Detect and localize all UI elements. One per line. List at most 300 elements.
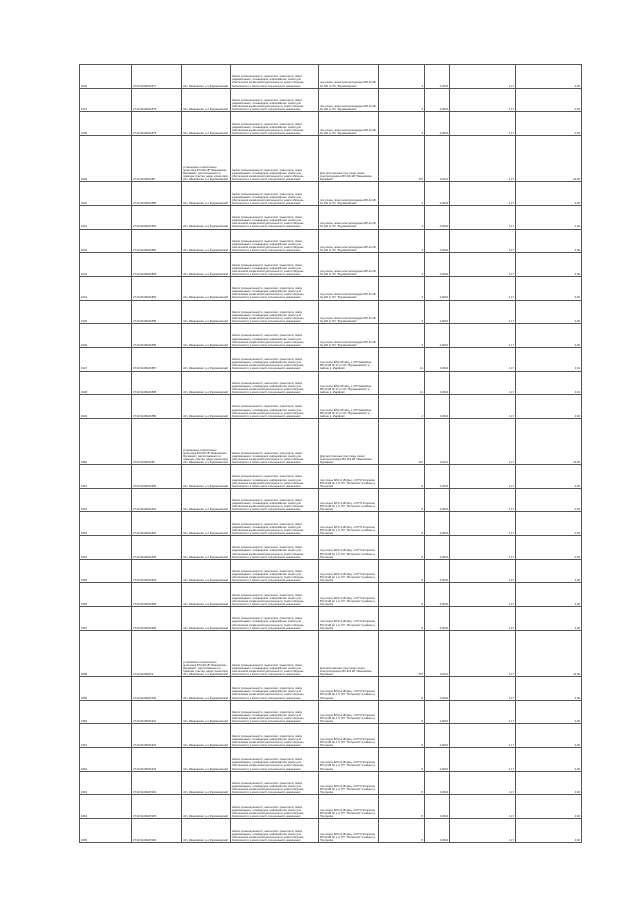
- rate-cell: 0,0004: [425, 536, 450, 560]
- rate-cell: 0,0004: [425, 324, 450, 348]
- table-row: [80, 65, 582, 89]
- coefficient-cell: 1,17: [450, 253, 516, 277]
- address-cell: обл. Ивановская, р-н Фурмановский: [182, 607, 231, 631]
- amount-cell: 0,00: [516, 512, 582, 536]
- amount-cell: 0,00: [516, 607, 582, 631]
- cadastral-number-cell: 37:02:0109026:88: [132, 135, 182, 181]
- coefficient-cell: 1,17: [450, 559, 516, 583]
- address-cell: обл. Ивановская, р-н Фурмановский: [182, 371, 231, 395]
- amount-cell: 0,00: [516, 253, 582, 277]
- coefficient-cell: 1,17: [450, 630, 516, 676]
- amount-cell: 0,00: [516, 724, 582, 748]
- cadastral-number-cell: 37:02:0109026:890: [132, 465, 182, 489]
- area-cell: 8: [379, 536, 425, 560]
- cadastral-number-cell: 37:02:0109026:900: [132, 677, 182, 701]
- permitted-use-cell: под опоры ВЛ-0,4 кВ фид. 1 КТП-Погорелка; ВЛ-10 кВ № 1 от ПС "Погорелка" в районе д. Погорелка: [319, 677, 379, 701]
- permitted-use-cell: под опоры ВЛ-0,4 кВ фид. 1 КТП-Погорелка; ВЛ-10 кВ № 1 от ПС "Погорелка" в районе д. Погорелка: [319, 512, 379, 536]
- permitted-use-cell: под опоры линии электропередачи ВЛ-10 кВ № 100 от ПС "Фурмановская": [319, 205, 379, 229]
- table-row: [80, 229, 582, 253]
- land-category-cell: Земли промышленности, энергетики, транспорта, связи, радиовещания, телевидения, информатики, земли для обеспечения космической деятельности, земли обороны, безопасности и земли иного специального назначения: [231, 607, 319, 631]
- land-category-cell: Земли промышленности, энергетики, транспорта, связи, радиовещания, телевидения, информатики, земли для обеспечения космической деятельности, земли обороны, безопасности и земли иного специального назначения: [231, 88, 319, 112]
- cadastral-number-cell: 27:02:0109026:881: [132, 205, 182, 229]
- area-cell: 3: [379, 65, 425, 89]
- address-cell: обл. Ивановская, р-н Фурмановский: [182, 347, 231, 371]
- permitted-use-cell: под опоры ВЛ-0,4 кВ фид. 1 КТП-Погорелка; ВЛ-10 кВ № 1 от ПС "Погорелка" в районе д. Погорелка: [319, 465, 379, 489]
- amount-cell: 0,00: [516, 677, 582, 701]
- address-cell: обл. Ивановская, р-н Фурмановский: [182, 724, 231, 748]
- rate-cell: 0,0004: [425, 747, 450, 771]
- table-row: [80, 253, 582, 277]
- permitted-use-cell: под опоры ВЛ-0,4 кВ фид. 1 КТП-Погорелка; ВЛ-10 кВ № 1 от ПС "Погорелка" в районе д. Погорелка: [319, 559, 379, 583]
- area-cell: 12: [379, 371, 425, 395]
- table-row: [80, 771, 582, 795]
- permitted-use-cell: под опоры линии электропередачи ВЛ-10 кВ № 100 от ПС "Фурмановская": [319, 253, 379, 277]
- address-cell: обл. Ивановская, р-н Фурмановский: [182, 771, 231, 795]
- permitted-use-cell: под опоры ВЛ-0,4 кВ фид. 2 КТП-Погорелка; ВЛ-10 кВ № 1 от ПС "Погорелка" в районе д. Погорелка: [319, 795, 379, 819]
- address-cell: обл. Ивановская, р-н Фурмановский: [182, 465, 231, 489]
- address-cell: обл. Ивановская, р-н Фурмановский: [182, 818, 231, 842]
- coefficient-cell: 1,17: [450, 371, 516, 395]
- amount-cell: 0,00: [516, 465, 582, 489]
- rate-cell: 0,0004: [425, 488, 450, 512]
- permitted-use-cell: под опоры ВЛ-0,4 кВ фид. 1 КТП-Погорелка; ВЛ-10 кВ № 1 от ПС "Погорелка" в районе д. Погорелка: [319, 536, 379, 560]
- cadastral-number-cell: 37:02:0109026:902: [132, 724, 182, 748]
- permitted-use-cell: под опоры линии электропередачи ВЛ-10 кВ № 100 от ПС "Фурмановская": [319, 88, 379, 112]
- permitted-use-cell: под опоры ВЛ-0,4 кВ фид. 2 КТП-Погорелка; ВЛ-10 кВ № 1 от ПС "Погорелка" в районе д. Погорелка: [319, 747, 379, 771]
- permitted-use-cell: под опоры ВЛ-6 кВ фид. 1 КТП-Марфино; ВЛ-10 кВ № 17 от ПС "Фурмановская" в районе д. Марфино: [319, 395, 379, 419]
- address-cell: обл. Ивановская, р-н Фурмановский: [182, 253, 231, 277]
- area-cell: 8: [379, 607, 425, 631]
- row-number-cell: 1957: [80, 607, 132, 631]
- area-cell: 157: [379, 418, 425, 464]
- table-row: [80, 347, 582, 371]
- permitted-use-cell: под опоры ВЛ-6 кВ фид. 1 КТП-Марфино; ВЛ-10 кВ № 17 от ПС "Фурмановская" в районе д. Марфино: [319, 347, 379, 371]
- row-number-cell: 1960: [80, 700, 132, 724]
- table-row: [80, 700, 582, 724]
- amount-cell: 0,00: [516, 276, 582, 300]
- area-cell: 8: [379, 677, 425, 701]
- permitted-use-cell: под опоры линии электропередачи ВЛ-10 кВ № 100 от ПС "Фурмановская": [319, 324, 379, 348]
- amount-cell: 0,00: [516, 583, 582, 607]
- address-cell: обл. Ивановская, р-н Фурмановский: [182, 88, 231, 112]
- area-cell: 3: [379, 112, 425, 136]
- land-category-cell: Земли промышленности, энергетики, транспорта, связи, радиовещания, телевидения, информатики, земли для обеспечения космической деятельности, земли обороны, безопасности и земли иного специального назначения: [231, 630, 319, 676]
- table-row: [80, 677, 582, 701]
- amount-cell: 0,00: [516, 818, 582, 842]
- area-cell: 3: [379, 229, 425, 253]
- land-category-cell: Земли промышленности, энергетики, транспорта, связи, радиовещания, телевидения, информатики, земли для обеспечения космической деятельности, земли обороны, безопасности и земли иного специального назначения: [231, 276, 319, 300]
- permitted-use-cell: под опоры ВЛ-0,4 кВ фид. 2 КТП-Погорелка; ВЛ-10 кВ № 1 от ПС "Погорелка" в районе д. Погорелка: [319, 771, 379, 795]
- rate-cell: 0,0004: [425, 182, 450, 206]
- rate-cell: 0,0004: [425, 700, 450, 724]
- land-category-cell: Земли промышленности, энергетики, транспорта, связи, радиовещания, телевидения, информатики, земли для обеспечения космической деятельности, земли обороны, безопасности и земли иного специального назначения: [231, 488, 319, 512]
- table-row: [80, 205, 582, 229]
- rate-cell: 0,0004: [425, 276, 450, 300]
- rate-cell: 0,0011: [425, 418, 450, 464]
- amount-cell: 0,00: [516, 488, 582, 512]
- address-cell: обл. Ивановская, р-н Фурмановский: [182, 229, 231, 253]
- area-cell: 8: [379, 583, 425, 607]
- permitted-use-cell: под опоры линии электропередачи ВЛ-10 кВ № 100 от ПС "Фурмановская": [319, 300, 379, 324]
- coefficient-cell: 1,17: [450, 324, 516, 348]
- coefficient-cell: 1,17: [450, 465, 516, 489]
- cadastral-number-cell: 37:02:0109026:896: [132, 607, 182, 631]
- rate-cell: 0,0004: [425, 559, 450, 583]
- area-cell: 157: [379, 135, 425, 181]
- amount-cell: 0,01: [516, 371, 582, 395]
- cadastral-number-cell: 37:02:0109026:893: [132, 536, 182, 560]
- coefficient-cell: 1,17: [450, 512, 516, 536]
- address-cell: обл. Ивановская, р-н Фурмановский: [182, 276, 231, 300]
- amount-cell: 0,00: [516, 559, 582, 583]
- row-number-cell: 1938: [80, 112, 132, 136]
- area-cell: 8: [379, 771, 425, 795]
- rate-cell: 0,0004: [425, 771, 450, 795]
- row-number-cell: 1949: [80, 395, 132, 419]
- area-cell: 8: [379, 700, 425, 724]
- row-number-cell: 1944: [80, 276, 132, 300]
- table-row: [80, 371, 582, 395]
- table-row: [80, 112, 582, 136]
- amount-cell: 0,00: [516, 229, 582, 253]
- cadastral-number-cell: 37:02:0109026:888: [132, 371, 182, 395]
- cadastral-number-cell: 37:02:0109026:895: [132, 583, 182, 607]
- amount-cell: 0,00: [516, 300, 582, 324]
- cadastral-number-cell: 37:02:0109026:891: [132, 488, 182, 512]
- land-category-cell: Земли промышленности, энергетики, транспорта, связи, радиовещания, телевидения, информатики, земли для обеспечения космической деятельности, земли обороны, безопасности и земли иного специального назначения: [231, 724, 319, 748]
- amount-cell: 0,00: [516, 747, 582, 771]
- address-cell: обл. Ивановская, р-н Фурмановский: [182, 536, 231, 560]
- address-cell: обл. Ивановская, р-н Фурмановский: [182, 488, 231, 512]
- permitted-use-cell: под опоры линии электропередачи ВЛ-10 кВ № 100 от ПС "Фурмановская": [319, 276, 379, 300]
- area-cell: 8: [379, 512, 425, 536]
- coefficient-cell: 1,17: [450, 418, 516, 464]
- area-cell: 3: [379, 276, 425, 300]
- table-row: [80, 276, 582, 300]
- row-number-cell: 1952: [80, 488, 132, 512]
- rate-cell: 0,0004: [425, 395, 450, 419]
- land-category-cell: Земли промышленности, энергетики, транспорта, связи, радиовещания, телевидения, информатики, земли для обеспечения космической деятельности, земли обороны, безопасности и земли иного специального назначения: [231, 300, 319, 324]
- rate-cell: 0,0004: [425, 112, 450, 136]
- row-number-cell: 1941: [80, 205, 132, 229]
- cadastral-number-cell: 37:02:0109026:889: [132, 395, 182, 419]
- table-row: [80, 818, 582, 842]
- land-plots-table: [79, 64, 582, 843]
- permitted-use-cell: под опоры ВЛ-6 кВ фид. 1 КТП-Марфино; ВЛ-10 кВ № 17 от ПС "Фурмановская" в районе д. Марфино: [319, 371, 379, 395]
- area-cell: 8: [379, 488, 425, 512]
- table-row: [80, 135, 582, 181]
- rate-cell: 0,0004: [425, 371, 450, 395]
- rate-cell: 0,0004: [425, 88, 450, 112]
- cadastral-number-cell: 37:02:0109026:904: [132, 771, 182, 795]
- row-number-cell: 1959: [80, 677, 132, 701]
- rate-cell: 0,0004: [425, 347, 450, 371]
- amount-cell: 0,00: [516, 324, 582, 348]
- area-cell: 3: [379, 300, 425, 324]
- cadastral-number-cell: 27:02:0109026:882: [132, 229, 182, 253]
- cadastral-number-cell: 37:02:0109026:879: [132, 112, 182, 136]
- address-cell: обл. Ивановская, р-н Фурмановский: [182, 559, 231, 583]
- address-cell: установлено относительно ориентира ВЛ-220 кВ "Ивановская-Фурманов", расположенного в границах участка, адрес ориентира: обл. Ивановская, р-н Фурмановский: [182, 630, 231, 676]
- rate-cell: 0,0004: [425, 65, 450, 89]
- address-cell: обл. Ивановская, р-н Фурмановский: [182, 324, 231, 348]
- row-number-cell: 1943: [80, 253, 132, 277]
- rate-cell: 0,0004: [425, 724, 450, 748]
- rate-cell: 0,0004: [425, 795, 450, 819]
- amount-cell: 0,00: [516, 65, 582, 89]
- amount-cell: 0,00: [516, 700, 582, 724]
- permitted-use-cell: под опоры линии электропередачи ВЛ-10 кВ № 100 от ПС "Фурмановская": [319, 65, 379, 89]
- coefficient-cell: 1,17: [450, 88, 516, 112]
- area-cell: 8: [379, 465, 425, 489]
- coefficient-cell: 1,17: [450, 771, 516, 795]
- coefficient-cell: 1,17: [450, 205, 516, 229]
- amount-cell: 0,00: [516, 395, 582, 419]
- address-cell: обл. Ивановская, р-н Фурмановский: [182, 182, 231, 206]
- amount-cell: 0,01: [516, 347, 582, 371]
- permitted-use-cell: Для эксплуатации под опоры линии электропередачи ВЛ-220 кВ "Ивановская-Фурманов": [319, 630, 379, 676]
- address-cell: обл. Ивановская, р-н Фурмановский: [182, 795, 231, 819]
- table-row: [80, 512, 582, 536]
- coefficient-cell: 1,17: [450, 488, 516, 512]
- land-category-cell: Земли промышленности, энергетики, транспорта, связи, радиовещания, телевидения, информатики, земли для обеспечения космической деятельности, земли обороны, безопасности и земли иного специального назначения: [231, 347, 319, 371]
- table-row: [80, 724, 582, 748]
- land-category-cell: Земли промышленности, энергетики, транспорта, связи, радиовещания, телевидения, информатики, земли для обеспечения космической деятельности, земли обороны, безопасности и земли иного специального назначения: [231, 371, 319, 395]
- land-category-cell: Земли промышленности, энергетики, транспорта, связи, радиовещания, телевидения, информатики, земли для обеспечения космической деятельности, земли обороны, безопасности и земли иного специального назначения: [231, 583, 319, 607]
- table-row: [80, 418, 582, 464]
- row-number-cell: 1964: [80, 795, 132, 819]
- row-number-cell: 1939: [80, 135, 132, 181]
- cadastral-number-cell: 37:02:0109026:886: [132, 324, 182, 348]
- amount-cell: 0,00: [516, 182, 582, 206]
- row-number-cell: 1948: [80, 371, 132, 395]
- table-row: [80, 583, 582, 607]
- coefficient-cell: 1,17: [450, 747, 516, 771]
- cadastral-number-cell: 27:02:0109026:877: [132, 65, 182, 89]
- table-row: [80, 182, 582, 206]
- row-number-cell: 1958: [80, 630, 132, 676]
- cadastral-number-cell: 27:02:0109026:884: [132, 276, 182, 300]
- amount-cell: 20,00: [516, 630, 582, 676]
- land-category-cell: Земли промышленности, энергетики, транспорта, связи, радиовещания, телевидения, информатики, земли для обеспечения космической деятельности, земли обороны, безопасности и земли иного специального назначения: [231, 65, 319, 89]
- coefficient-cell: 1,17: [450, 818, 516, 842]
- land-category-cell: Земли промышленности, энергетики, транспорта, связи, радиовещания, телевидения, информатики, земли для обеспечения космической деятельности, земли обороны, безопасности и земли иного специального назначения: [231, 135, 319, 181]
- permitted-use-cell: под опоры ВЛ-0,4 кВ фид. 1 КТП-Погорелка; ВЛ-10 кВ № 1 от ПС "Погорелка" в районе д. Погорелка: [319, 607, 379, 631]
- coefficient-cell: 1,17: [450, 536, 516, 560]
- land-category-cell: Земли промышленности, энергетики, транспорта, связи, радиовещания, телевидения, информатики, земли для обеспечения космической деятельности, земли обороны, безопасности и земли иного специального назначения: [231, 182, 319, 206]
- address-cell: обл. Ивановская, р-н Фурмановский: [182, 300, 231, 324]
- land-category-cell: Земли промышленности, энергетики, транспорта, связи, радиовещания, телевидения, информатики, земли для обеспечения космической деятельности, земли обороны, безопасности и земли иного специального назначения: [231, 395, 319, 419]
- table-row: [80, 488, 582, 512]
- row-number-cell: 1945: [80, 300, 132, 324]
- rate-cell: 0,0004: [425, 229, 450, 253]
- area-cell: 8: [379, 747, 425, 771]
- cadastral-number-cell: 37:02:0109026:885: [132, 300, 182, 324]
- cadastral-number-cell: 37:02:0109026:894: [132, 559, 182, 583]
- amount-cell: 0,00: [516, 205, 582, 229]
- area-cell: 8: [379, 818, 425, 842]
- permitted-use-cell: под опоры ВЛ-0,4 кВ фид. 1 КТП-Погорелка; ВЛ-10 кВ № 1 от ПС "Погорелка" в районе д. Погорелка: [319, 488, 379, 512]
- table-body: [80, 65, 582, 843]
- cadastral-number-cell: 37:02:0109026:892: [132, 512, 182, 536]
- permitted-use-cell: Для эксплуатации под опоры линии электропередачи ВЛ-220 кВ "Ивановская-Фурманов": [319, 135, 379, 181]
- permitted-use-cell: под опоры линии электропередачи ВЛ-10 кВ № 100 от ПС "Фурмановская": [319, 229, 379, 253]
- permitted-use-cell: под опоры ВЛ-0,4 кВ фид. 2 КТП-Погорелка; ВЛ-10 кВ № 1 от ПС "Погорелка" в районе д. Погорелка: [319, 818, 379, 842]
- address-cell: обл. Ивановская, р-н Фурмановский: [182, 512, 231, 536]
- land-category-cell: Земли промышленности, энергетики, транспорта, связи, радиовещания, телевидения, информатики, земли для обеспечения космической деятельности, земли обороны, безопасности и земли иного специального назначения: [231, 795, 319, 819]
- coefficient-cell: 1,17: [450, 700, 516, 724]
- coefficient-cell: 1,17: [450, 135, 516, 181]
- table-row: [80, 465, 582, 489]
- row-number-cell: 1963: [80, 771, 132, 795]
- rate-cell: 0,0004: [425, 512, 450, 536]
- table-row: [80, 324, 582, 348]
- table-row: [80, 607, 582, 631]
- land-category-cell: Земли промышленности, энергетики, транспорта, связи, радиовещания, телевидения, информатики, земли для обеспечения космической деятельности, земли обороны, безопасности и земли иного специального назначения: [231, 512, 319, 536]
- coefficient-cell: 1,17: [450, 182, 516, 206]
- rate-cell: 0,0004: [425, 300, 450, 324]
- coefficient-cell: 1,17: [450, 607, 516, 631]
- amount-cell: 0,00: [516, 112, 582, 136]
- amount-cell: 20,00: [516, 418, 582, 464]
- address-cell: обл. Ивановская, р-н Фурмановский: [182, 583, 231, 607]
- amount-cell: 0,00: [516, 88, 582, 112]
- row-number-cell: 1942: [80, 229, 132, 253]
- land-category-cell: Земли промышленности, энергетики, транспорта, связи, радиовещания, телевидения, информатики, земли для обеспечения космической деятельности, земли обороны, безопасности и земли иного специального назначения: [231, 418, 319, 464]
- row-number-cell: 1946: [80, 324, 132, 348]
- land-category-cell: Земли промышленности, энергетики, транспорта, связи, радиовещания, телевидения, информатики, земли для обеспечения космической деятельности, земли обороны, безопасности и земли иного специального назначения: [231, 112, 319, 136]
- table-row: [80, 747, 582, 771]
- table-row: [80, 630, 582, 676]
- row-number-cell: 1951: [80, 465, 132, 489]
- rate-cell: 0,0004: [425, 253, 450, 277]
- area-cell: 8: [379, 724, 425, 748]
- land-category-cell: Земли промышленности, энергетики, транспорта, связи, радиовещания, телевидения, информатики, земли для обеспечения космической деятельности, земли обороны, безопасности и земли иного специального назначения: [231, 771, 319, 795]
- amount-cell: 0,00: [516, 771, 582, 795]
- cadastral-number-cell: 37:02:0109026:903: [132, 747, 182, 771]
- table-row: [80, 536, 582, 560]
- row-number-cell: 1947: [80, 347, 132, 371]
- land-category-cell: Земли промышленности, энергетики, транспорта, связи, радиовещания, телевидения, информатики, земли для обеспечения космической деятельности, земли обороны, безопасности и земли иного специального назначения: [231, 677, 319, 701]
- land-category-cell: Земли промышленности, энергетики, транспорта, связи, радиовещания, телевидения, информатики, земли для обеспечения космической деятельности, земли обороны, безопасности и земли иного специального назначения: [231, 536, 319, 560]
- permitted-use-cell: под опоры линии электропередачи ВЛ-10 кВ № 100 от ПС "Фурмановская": [319, 182, 379, 206]
- land-category-cell: Земли промышленности, энергетики, транспорта, связи, радиовещания, телевидения, информатики, земли для обеспечения космической деятельности, земли обороны, безопасности и земли иного специального назначения: [231, 465, 319, 489]
- area-cell: 4: [379, 395, 425, 419]
- area-cell: 3: [379, 182, 425, 206]
- rate-cell: 0,0004: [425, 607, 450, 631]
- table-row: [80, 559, 582, 583]
- coefficient-cell: 1,17: [450, 677, 516, 701]
- row-number-cell: 1953: [80, 512, 132, 536]
- land-category-cell: Земли промышленности, энергетики, транспорта, связи, радиовещания, телевидения, информатики, земли для обеспечения космической деятельности, земли обороны, безопасности и земли иного специального назначения: [231, 559, 319, 583]
- row-number-cell: 1965: [80, 818, 132, 842]
- land-category-cell: Земли промышленности, энергетики, транспорта, связи, радиовещания, телевидения, информатики, земли для обеспечения космической деятельности, земли обороны, безопасности и земли иного специального назначения: [231, 229, 319, 253]
- row-number-cell: 1937: [80, 88, 132, 112]
- amount-cell: 20,00: [516, 135, 582, 181]
- coefficient-cell: 1,17: [450, 395, 516, 419]
- coefficient-cell: 1,17: [450, 300, 516, 324]
- land-category-cell: Земли промышленности, энергетики, транспорта, связи, радиовещания, телевидения, информатики, земли для обеспечения космической деятельности, земли обороны, безопасности и земли иного специального назначения: [231, 818, 319, 842]
- address-cell: обл. Ивановская, р-н Фурмановский: [182, 205, 231, 229]
- rate-cell: 0,0004: [425, 677, 450, 701]
- row-number-cell: 1936: [80, 65, 132, 89]
- cadastral-number-cell: 37:02:0109026:906: [132, 818, 182, 842]
- area-cell: 3: [379, 324, 425, 348]
- cadastral-number-cell: 27:02:0109026:883: [132, 253, 182, 277]
- cadastral-number-cell: 37:02:0109026:880: [132, 182, 182, 206]
- rate-cell: 0,0004: [425, 205, 450, 229]
- address-cell: обл. Ивановская, р-н Фурмановский: [182, 112, 231, 136]
- rate-cell: 0,0004: [425, 465, 450, 489]
- permitted-use-cell: под опоры ВЛ-0,4 кВ фид. 1 КТП-Погорелка; ВЛ-10 кВ № 1 от ПС "Погорелка" в районе д. Погорелка: [319, 700, 379, 724]
- land-category-cell: Земли промышленности, энергетики, транспорта, связи, радиовещания, телевидения, информатики, земли для обеспечения космической деятельности, земли обороны, безопасности и земли иного специального назначения: [231, 747, 319, 771]
- cadastral-number-cell: 37:02:0109026:89: [132, 418, 182, 464]
- row-number-cell: 1961: [80, 724, 132, 748]
- coefficient-cell: 1,17: [450, 229, 516, 253]
- cadastral-number-cell: 27:02:0109026:878: [132, 88, 182, 112]
- address-cell: обл. Ивановская, р-н Фурмановский: [182, 747, 231, 771]
- cadastral-number-cell: 37:02:0109026:905: [132, 795, 182, 819]
- land-category-cell: Земли промышленности, энергетики, транспорта, связи, радиовещания, телевидения, информатики, земли для обеспечения космической деятельности, земли обороны, безопасности и земли иного специального назначения: [231, 324, 319, 348]
- rate-cell: 0,0004: [425, 818, 450, 842]
- coefficient-cell: 1,17: [450, 65, 516, 89]
- cadastral-number-cell: 37:02:0109026:887: [132, 347, 182, 371]
- area-cell: 3: [379, 88, 425, 112]
- table-row: [80, 88, 582, 112]
- area-cell: 157: [379, 630, 425, 676]
- area-cell: 8: [379, 559, 425, 583]
- table-row: [80, 395, 582, 419]
- amount-cell: 0,00: [516, 795, 582, 819]
- address-cell: установлено относительно ориентира ВЛ-220 кВ "Ивановская-Фурманов", расположенного в границах участка, адрес ориентира: обл. Ивановская, р-н Фурмановский: [182, 135, 231, 181]
- address-cell: обл. Ивановская, р-н Фурмановский: [182, 700, 231, 724]
- area-cell: 3: [379, 253, 425, 277]
- area-cell: 12: [379, 347, 425, 371]
- land-category-cell: Земли промышленности, энергетики, транспорта, связи, радиовещания, телевидения, информатики, земли для обеспечения космической деятельности, земли обороны, безопасности и земли иного специального назначения: [231, 253, 319, 277]
- permitted-use-cell: под опоры линии электропередачи ВЛ-10 кВ № 100 от ПС "Фурмановская": [319, 112, 379, 136]
- row-number-cell: 1955: [80, 559, 132, 583]
- address-cell: обл. Ивановская, р-н Фурмановский: [182, 65, 231, 89]
- row-number-cell: 1962: [80, 747, 132, 771]
- row-number-cell: 1940: [80, 182, 132, 206]
- permitted-use-cell: под опоры ВЛ-0,4 кВ фид. 2 КТП-Погорелка; ВЛ-10 кВ № 1 от ПС "Погорелка" в районе д. Погорелка: [319, 724, 379, 748]
- cadastral-number-cell: 37:02:0109026:901: [132, 700, 182, 724]
- amount-cell: 0,00: [516, 536, 582, 560]
- area-cell: 8: [379, 795, 425, 819]
- table-row: [80, 300, 582, 324]
- coefficient-cell: 1,17: [450, 795, 516, 819]
- coefficient-cell: 1,17: [450, 724, 516, 748]
- coefficient-cell: 1,17: [450, 112, 516, 136]
- address-cell: обл. Ивановская, р-н Фурмановский: [182, 395, 231, 419]
- permitted-use-cell: под опоры ВЛ-0,4 кВ фид. 1 КТП-Погорелка; ВЛ-10 кВ № 1 от ПС "Погорелка" в районе д. Погорелка: [319, 583, 379, 607]
- rate-cell: 0,0011: [425, 630, 450, 676]
- rate-cell: 0,0011: [425, 135, 450, 181]
- rate-cell: 0,0004: [425, 583, 450, 607]
- coefficient-cell: 1,17: [450, 347, 516, 371]
- table-row: [80, 795, 582, 819]
- row-number-cell: 1954: [80, 536, 132, 560]
- coefficient-cell: 1,17: [450, 583, 516, 607]
- row-number-cell: 1950: [80, 418, 132, 464]
- land-category-cell: Земли промышленности, энергетики, транспорта, связи, радиовещания, телевидения, информатики, земли для обеспечения космической деятельности, земли обороны, безопасности и земли иного специального назначения: [231, 700, 319, 724]
- row-number-cell: 1956: [80, 583, 132, 607]
- coefficient-cell: 1,17: [450, 276, 516, 300]
- land-category-cell: Земли промышленности, энергетики, транспорта, связи, радиовещания, телевидения, информатики, земли для обеспечения космической деятельности, земли обороны, безопасности и земли иного специального назначения: [231, 205, 319, 229]
- area-cell: 3: [379, 205, 425, 229]
- permitted-use-cell: Для эксплуатации под опоры линии электропередачи ВЛ-220 кВ "Ивановская-Фурманов": [319, 418, 379, 464]
- address-cell: обл. Ивановская, р-н Фурмановский: [182, 677, 231, 701]
